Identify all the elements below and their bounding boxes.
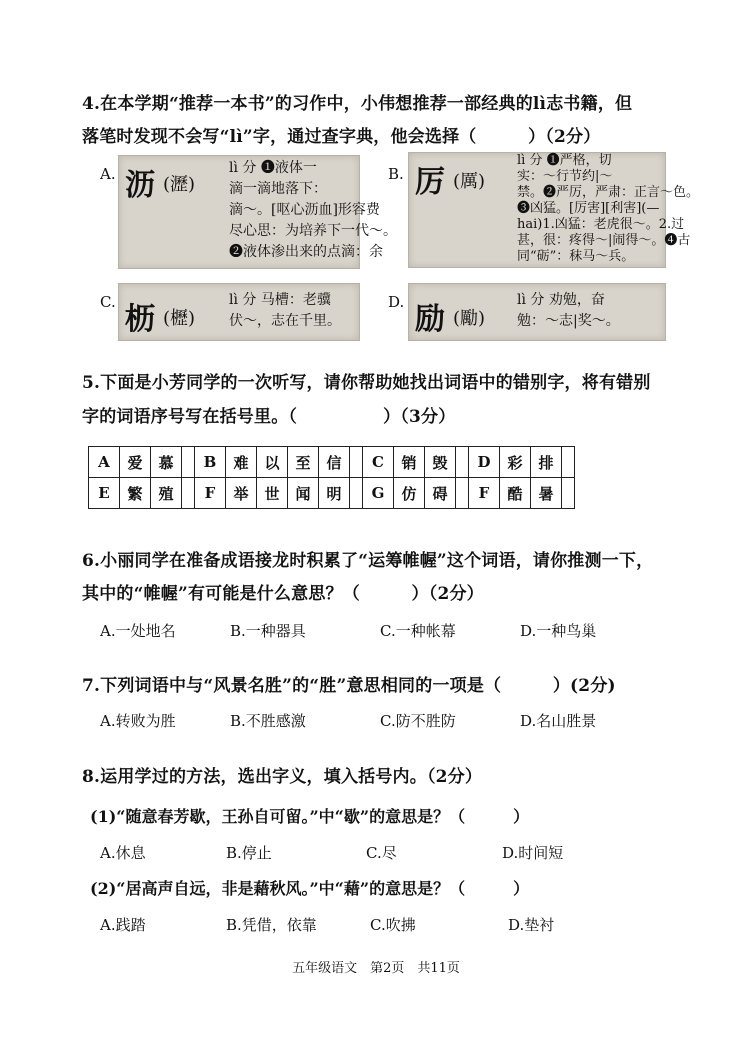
table-cell [562,447,575,478]
dict-char: 枥 [125,302,155,337]
q4-line2: 落笔时发现不会写“lì”字，通过查字典，他会选择（ ）（2分） [82,127,601,147]
table-cell: C [363,447,394,478]
table-cell [182,447,195,478]
q6-line2: 其中的“帷幄”有可能是什么意思？（ ）（2分） [82,584,484,604]
table-cell: 销 [394,447,425,478]
table-cell: 毁 [425,447,456,478]
q7-option-c: C.防不胜防 [380,712,456,730]
dict-trad-char: (勵) [453,308,486,329]
table-cell: 暑 [531,478,562,509]
q7-option-a: A.转败为胜 [100,712,176,730]
q4-option-b-dictionary-image [408,152,700,268]
table-cell: 酷 [500,478,531,509]
table-cell: G [363,478,394,509]
q5-line1: 5.下面是小芳同学的一次听写，请你帮助她找出词语中的错别字，将有错别 [82,373,651,393]
table-cell: 难 [226,447,257,478]
table-cell: 世 [257,478,288,509]
table-cell [456,478,469,509]
dict-trad-char: (瀝) [163,174,196,195]
table-cell: 排 [531,447,562,478]
dict-entry: lì 分 马槽：老骥 伏～，志在千里。 [229,292,341,329]
q6-line1: 6.小丽同学在准备成语接龙时积累了“运筹帷幄”这个词语，请你推测一下， [82,551,654,571]
q6-option-b: B.一种器具 [230,622,306,640]
table-cell: 信 [319,447,350,478]
table-cell: A [89,447,120,478]
table-cell: F [195,478,226,509]
table-cell: E [89,478,120,509]
q4-option-b-letter: B. [388,165,404,183]
table-cell: 举 [226,478,257,509]
dict-entry: lì 分 ❶严格，切 实：～行节约|～ 禁。❷严厉，严肃：正言～色。 ❸凶猛。[厉害][利害](— hai)1.凶猛：老虎很～。2.过 甚，很：疼得～|闹得～。❹古 同“砺”：秣马～兵。 [517,153,700,264]
q8-sub1-option-d: D.时间短 [502,844,564,862]
table-cell: 碍 [425,478,456,509]
dict-char: 励 [415,302,445,337]
q8-sub2: (2)“居高声自远，非是藉秋风。”中“藉”的意思是？（ ） [90,879,530,898]
dictation-word-table [88,446,575,509]
q6-option-d: D.一种鸟巢 [520,622,597,640]
table-cell [562,478,575,509]
dict-trad-char: (厲) [453,171,486,192]
table-cell: 仿 [394,478,425,509]
q8-line1: 8.运用学过的方法，选出字义，填入括号内。（2分） [82,767,483,787]
dict-char: 沥 [125,168,155,203]
table-cell: 殖 [151,478,182,509]
table-cell: 以 [257,447,288,478]
q4-option-d-letter: D. [388,293,405,311]
q8-sub1-option-b: B.停止 [226,844,272,862]
dict-trad-char: (櫪) [163,308,196,329]
table-cell: 明 [319,478,350,509]
q6-option-a: A.一处地名 [100,622,176,640]
q4-option-a-letter: A. [100,165,116,183]
table-cell: 慕 [151,447,182,478]
dict-char: 厉 [415,165,445,200]
dict-entry: lì 分 ❶液体一 滴一滴地落下： 滴～。[呕心沥血]形容费 尽心思：为培养下一代～。 ❷液体渗出来的点滴：余 [229,160,397,260]
q8-sub1-option-c: C.尽 [366,844,397,862]
table-cell: D [469,447,500,478]
q8-sub2-option-c: C.吹拂 [370,916,416,934]
q4-option-d-dictionary-image [408,283,666,341]
table-row [89,478,575,509]
q7-option-d: D.名山胜景 [520,712,597,730]
q4-line1: 4.在本学期“推荐一本书”的习作中，小伟想推荐一部经典的lì志书籍，但 [82,94,633,114]
q8-sub1-option-a: A.休息 [100,844,146,862]
q8-sub2-option-b: B.凭借，依靠 [226,916,317,934]
q4-option-c-dictionary-image [118,283,360,341]
table-row [89,447,575,478]
q8-sub1: (1)“随意春芳歇，王孙自可留。”中“歇”的意思是？（ ） [90,807,530,826]
q8-sub2-option-a: A.践踏 [100,916,146,934]
page-footer: 五年级语文 第2页 共11页 [292,961,460,976]
dict-entry: lì 分 劝勉，奋 勉：～志|奖～。 [517,292,620,329]
table-cell: 爱 [120,447,151,478]
table-cell [456,447,469,478]
table-cell: 闻 [288,478,319,509]
table-cell: 彩 [500,447,531,478]
table-cell [350,447,363,478]
q4-option-a-dictionary-image [118,155,397,269]
q5-line2: 字的词语序号写在括号里。（ ）（3分） [82,407,456,427]
q4-option-c-letter: C. [100,293,116,311]
q8-sub2-option-d: D.垫衬 [508,916,555,934]
table-cell: B [195,447,226,478]
table-cell: F [469,478,500,509]
q7-line1: 7.下列词语中与“风景名胜”的“胜”意思相同的一项是（ ）(2分) [82,676,616,696]
q6-option-c: C.一种帐幕 [380,622,456,640]
table-cell [350,478,363,509]
q7-option-b: B.不胜感激 [230,712,306,730]
table-cell [182,478,195,509]
table-cell: 繁 [120,478,151,509]
table-cell: 至 [288,447,319,478]
